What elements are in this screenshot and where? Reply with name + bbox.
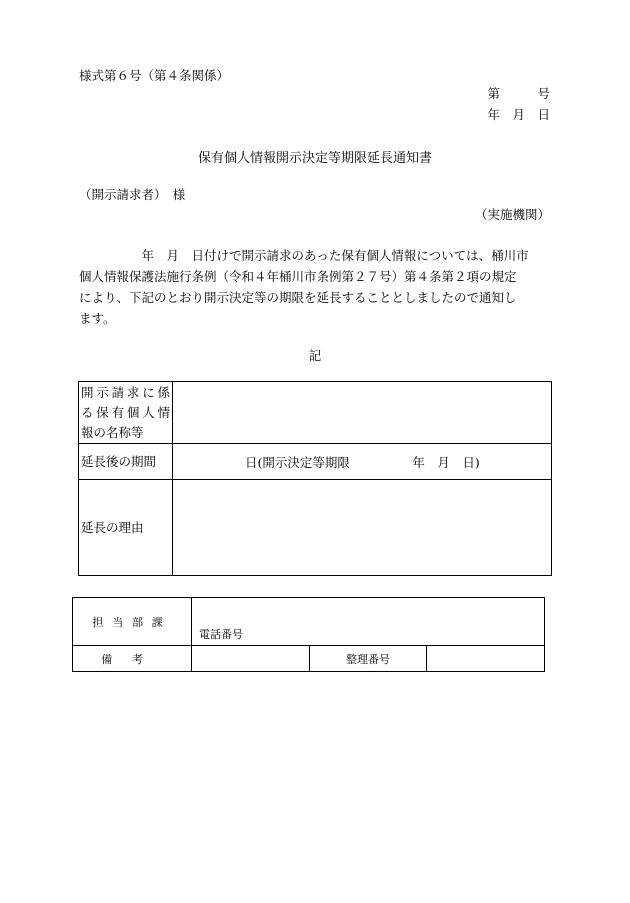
document-number: 第 号 bbox=[487, 86, 550, 101]
body-line: 年 月 日付けで開示請求のあった保有個人情報については、桶川市 bbox=[79, 248, 529, 263]
memo-row bbox=[73, 646, 545, 672]
reason-row bbox=[79, 480, 552, 576]
body-line: により、下記のとおり開示決定等の期限を延長することとしましたので通知し bbox=[79, 290, 517, 305]
ki-heading: 記 bbox=[308, 348, 322, 363]
agency-line: （実施機関） bbox=[474, 207, 550, 222]
period-label: 延長後の期間 bbox=[79, 444, 173, 480]
document-date: 年 月 日 bbox=[487, 107, 550, 122]
body-paragraph bbox=[79, 245, 551, 329]
staff-table bbox=[72, 597, 545, 672]
period-row bbox=[79, 444, 552, 480]
info-name-label-line: 報の名称等 bbox=[81, 424, 144, 440]
info-name-label-line: る保有個人情 bbox=[81, 404, 170, 420]
details-table bbox=[78, 381, 552, 576]
info-name-label bbox=[79, 382, 173, 444]
info-name-row bbox=[79, 382, 552, 444]
info-name-value[interactable] bbox=[173, 382, 552, 444]
memo-label: 備考 bbox=[73, 646, 192, 672]
mgmt-number-value[interactable] bbox=[427, 646, 545, 672]
info-name-label-line: 開示請求に係 bbox=[81, 384, 170, 400]
form-number: 様式第６号（第４条関係） bbox=[79, 68, 230, 83]
document-title: 保有個人情報開示決定等期限延長通知書 bbox=[197, 151, 432, 166]
body-line: 個人情報保護法施行条例（令和４年桶川市条例第２７号）第４条第２項の規定 bbox=[79, 269, 517, 284]
dept-row bbox=[73, 598, 545, 646]
reason-value[interactable] bbox=[173, 480, 552, 576]
reason-label: 延長の理由 bbox=[79, 480, 173, 576]
mgmt-number-label: 整理番号 bbox=[309, 646, 427, 672]
memo-value[interactable] bbox=[192, 646, 310, 672]
body-line: ます。 bbox=[79, 311, 116, 326]
requester-line: （開示請求者） 様 bbox=[79, 187, 186, 202]
dept-label: 担当部課 bbox=[73, 598, 192, 646]
phone-field[interactable] bbox=[192, 598, 545, 646]
phone-label: 電話番号 bbox=[199, 628, 243, 641]
period-value[interactable]: 日(開示決定等期限 年 月 日) bbox=[173, 444, 552, 480]
